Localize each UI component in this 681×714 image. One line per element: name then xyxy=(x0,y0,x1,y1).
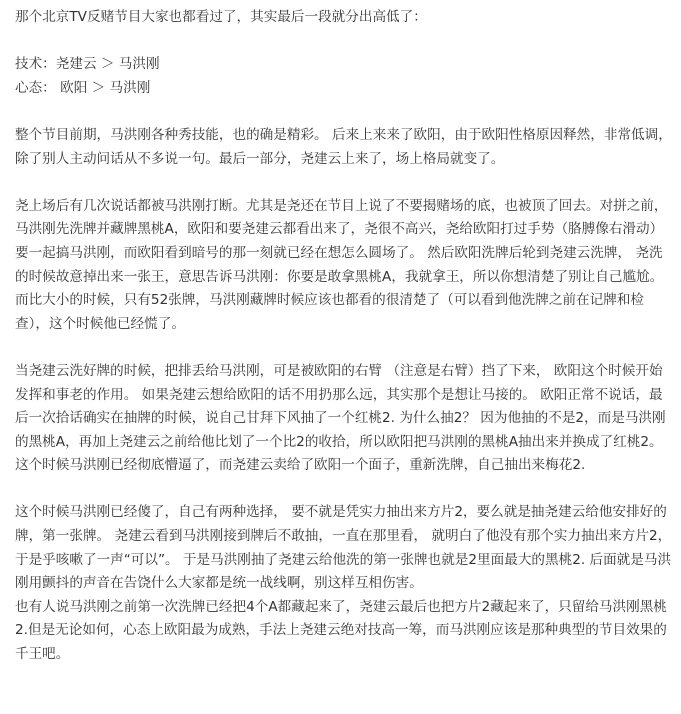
mindset-line: 心态： 欧阳 ＞ 马洪刚 xyxy=(15,79,151,96)
article xyxy=(15,6,673,667)
paragraph-5: 也有人说马洪刚之前第一次洗牌已经把4个A都藏起来了，尧建云最后也把方片2藏起来了，只留给马洪刚黑桃2.但是无论如何，心态上欧阳最为成熟，手法上尧建云绝对技高一筹，而马洪刚应该是那种典型的节目效果的千王吧。 xyxy=(15,598,667,663)
spacer xyxy=(15,336,673,360)
spacer xyxy=(15,478,673,502)
spacer xyxy=(15,30,673,54)
paragraph-4: 这个时候马洪刚已经傻了，自己有两种选择， 要不就是凭实力抽出来方片2，要么就是抽尧建云给他安排好的牌，第一张牌。 尧建云看到马洪刚接到牌后不敢抽，一直在那里看， 就明白了他没有那个实力抽出来方片2， 于是乎咳嗽了一声“可以”。 于是马洪刚抽了尧建云给他洗的第一张牌也就是2里面最大的黑桃2. 后面就是马洪刚用颤抖的声音在告饶什么大家都是统一战线啊，别这样互相伤害。 xyxy=(15,504,672,592)
spacer xyxy=(15,171,673,195)
technique-line: 技术：尧建云 ＞ 马洪刚 xyxy=(15,56,160,73)
intro-line: 那个北京TV反赌节目大家也都看过了，其实最后一段就分出高低了： xyxy=(15,9,427,25)
paragraph-2: 尧上场后有几次说话都被马洪刚打断。尤其是尧还在节目上说了不要揭赌场的底，也被顶了回去。对拼之前，马洪刚先洗牌并藏牌黑桃A，欧阳和要尧建云都看出来了，尧很不高兴，尧给欧阳打过手势（胳膊像右滑动）要一起搞马洪刚，而欧阳看到暗号的那一刻就已经在想怎么圆场了。 然后欧阳洗牌后轮到尧建云洗牌， 尧洗的时候故意掉出来一张王，意思告诉马洪刚：你要是敢拿黑桃A，我就拿王，所以你想清楚了别让自己尴尬。 而比大小的时候，只有52张牌，马洪刚藏牌时候应该也都看的很清楚了（可以看到他洗牌之前在记牌和检查），这个时候他已经慌了。 xyxy=(15,197,668,332)
paragraph-3: 当尧建云洗好牌的时候，把排丢给马洪刚，可是被欧阳的右臂 （注意是右臂）挡了下来， 欧阳这个时候开始发挥和事老的作用。 如果尧建云想给欧阳的话不用扔那么远，其实那个是想让马接的。 欧阳正常不说话，最后一次拾话确实在抽牌的时候，说自己甘拜下风抽了一个红桃2. 为什么抽2？ 因为他抽的不是2，而是马洪刚的黑桃A，再加上尧建云之前给他比划了一个比2的收拾，所以欧阳把马洪刚的黑桃A抽出来并换成了红桃2。 这个时候马洪刚已经彻底懵逼了，而尧建云卖给了欧阳一个面子，重新洗牌，自己抽出来梅花2. xyxy=(15,362,666,474)
spacer xyxy=(15,100,673,124)
paragraph-1: 整个节目前期，马洪刚各种秀技能，也的确是精彩。 后来上来来了欧阳，由于欧阳性格原因释然，非常低调，除了别人主动问话从不多说一句。最后一部分，尧建云上来了，场上格局就变了。 xyxy=(15,126,672,167)
